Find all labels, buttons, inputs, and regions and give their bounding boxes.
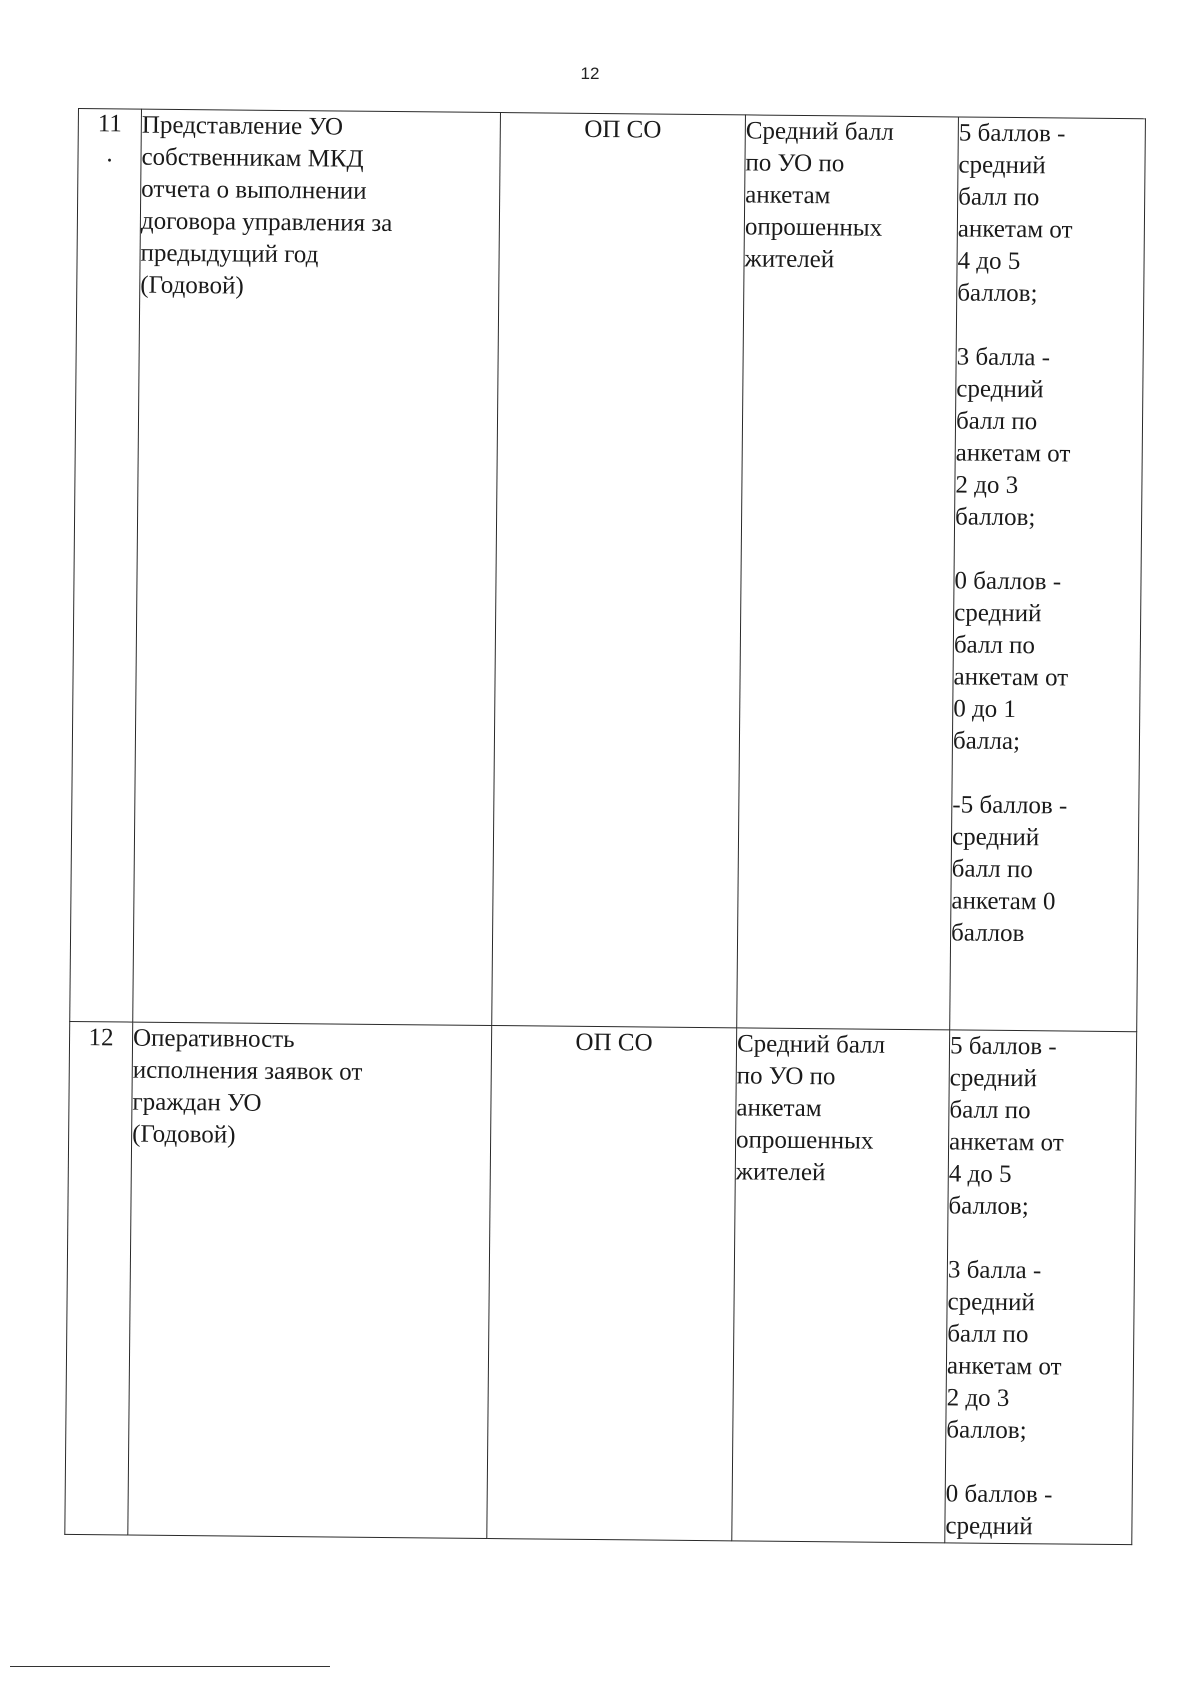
row-number-cell <box>70 109 142 1023</box>
score-option: 0 баллов - средний балл по анкетам от 0 до 1 балла; <box>952 567 1069 756</box>
method-text: Средний балл по УО по анкетам опрошенных жителей <box>744 117 894 274</box>
score-option: 5 баллов - средний балл по анкетам от 4 до 5 баллов; <box>957 119 1073 308</box>
table-row <box>70 109 1146 1032</box>
source-cell <box>487 1026 737 1541</box>
source-text: ОП СО <box>575 1028 653 1057</box>
criterion-name: Оперативность исполнения заявок от граждан УО (Годовой) <box>132 1024 363 1149</box>
source-text: ОП СО <box>584 115 662 144</box>
score-option: 0 баллов - средний <box>945 1480 1053 1541</box>
row-number: 12 <box>88 1024 114 1052</box>
score-option: 3 балла - средний балл по анкетам от 2 до 3 баллов; <box>946 1256 1062 1445</box>
score-option: 3 балла - средний балл по анкетам от 2 до 3 баллов; <box>954 343 1071 532</box>
table-row <box>65 1021 1137 1544</box>
footnote-separator <box>10 1666 330 1667</box>
score-cell <box>945 1030 1137 1545</box>
method-cell <box>732 1028 950 1543</box>
source-cell <box>492 113 746 1028</box>
criterion-name-cell <box>133 109 501 1025</box>
criteria-table-container <box>64 108 1142 1545</box>
score-option: -5 баллов - средний балл по анкетам 0 баллов <box>950 791 1068 948</box>
score-cell <box>950 117 1146 1032</box>
row-number: 11 . <box>97 110 123 168</box>
criterion-name: Представление УО собственникам МКД отчета о выполнении договора управления за предыдущий год (Годовой) <box>140 111 393 300</box>
method-cell <box>737 115 959 1030</box>
page-number: 12 <box>580 64 600 83</box>
criteria-table <box>64 108 1146 1545</box>
method-text: Средний балл по УО по анкетам опрошенных жителей <box>735 1030 886 1187</box>
row-number-cell <box>65 1021 133 1535</box>
criterion-name-cell <box>128 1022 492 1538</box>
score-option: 5 баллов - средний балл по анкетам от 4 до 5 баллов; <box>948 1032 1064 1221</box>
